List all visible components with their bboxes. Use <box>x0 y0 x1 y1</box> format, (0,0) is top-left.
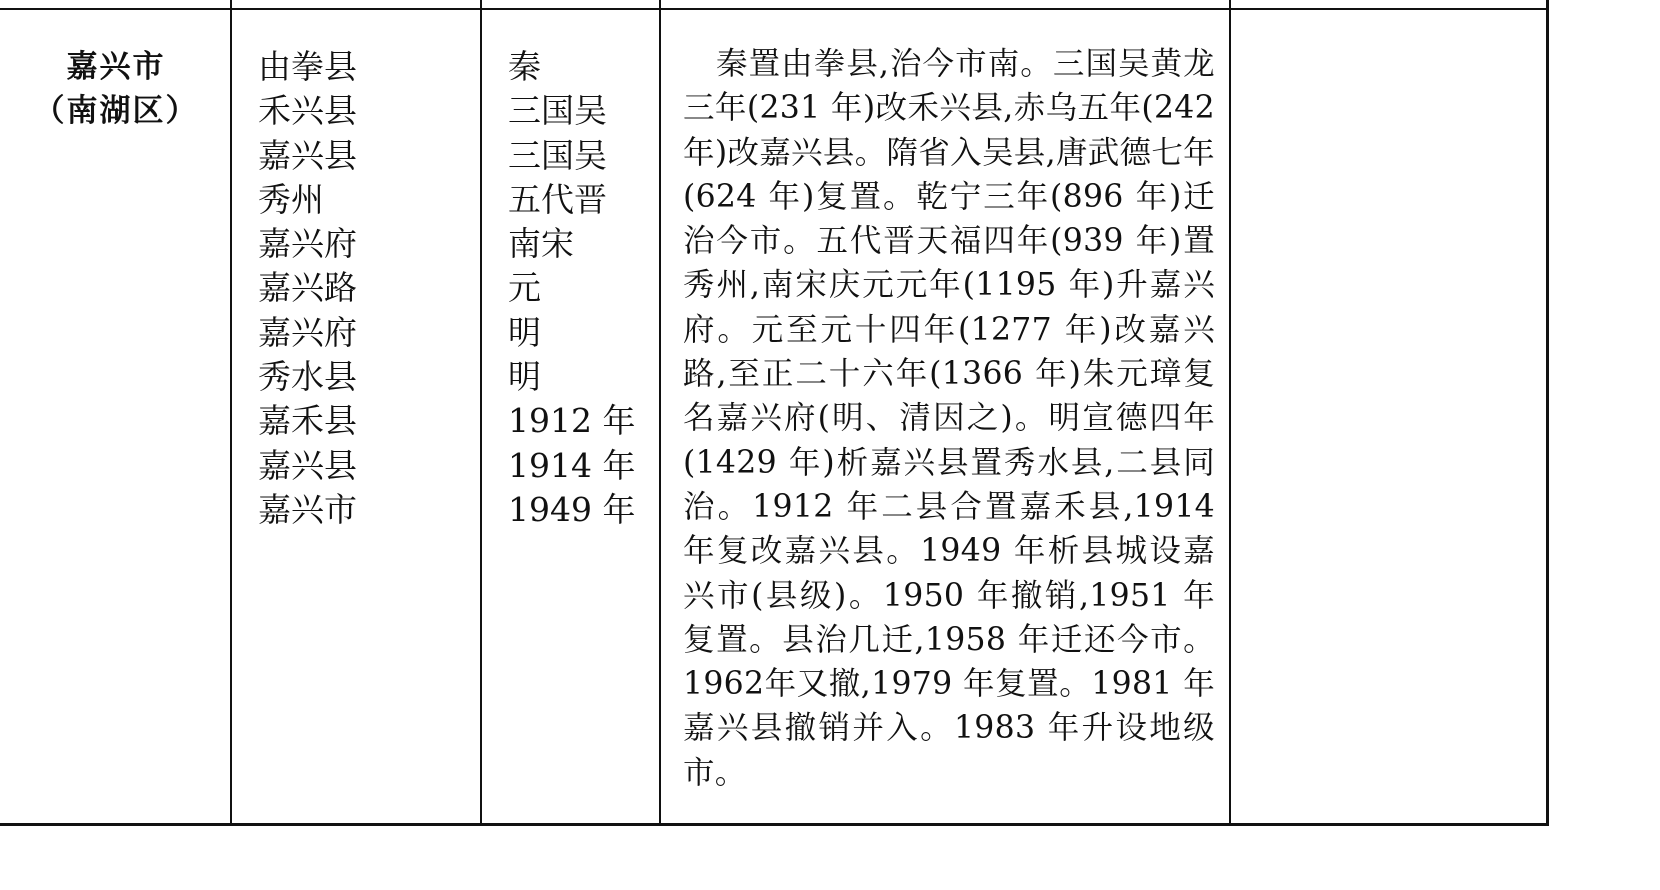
era: 秦 <box>508 47 541 86</box>
era: 明 <box>508 357 541 397</box>
history-description: 秦置由拳县,治今市南。三国吴黄龙三年(231 年)改禾兴县,赤乌五年(242 年)改嘉兴县。隋省入吴县,唐武德七年(624 年)复置。乾宁三年(896 年)迁治今市。五代晋天福四年(939 年)置秀州,南宋庆元元年(1195 年)升嘉兴府。元至元十四年(1277 年)改嘉兴路,至正二十六年(1366 年)朱元璋复名嘉兴府(明、清因之)。明宣德四年(1429 年)析嘉兴县置秀水县,二县同治。1912 年二县合置嘉禾县,1914 年复改嘉兴县。1949 年析县城设嘉兴市(县级)。1950 年撤销,1951 年复置。县治几迁,1958 年迁还今市。1962年又撤,1979 年复置。1981 年嘉兴县撤销并入。1983 年升设地级市。 <box>683 46 1215 791</box>
historical-name: 禾兴县 <box>258 91 357 131</box>
city-name: 嘉兴市 <box>66 49 166 85</box>
era: 元 <box>508 268 541 308</box>
column-divider-3 <box>659 0 661 826</box>
historical-name: 嘉兴路 <box>258 268 357 308</box>
column-divider-4 <box>1229 0 1231 826</box>
era: 三国吴 <box>508 91 607 131</box>
city-cell <box>0 45 232 133</box>
historical-name: 嘉兴县 <box>258 445 357 485</box>
city-district: （南湖区） <box>33 93 199 129</box>
era: 南宋 <box>508 224 574 264</box>
era: 1914 年 <box>508 445 636 485</box>
historical-name: 秀州 <box>258 179 324 219</box>
notes-cell <box>1232 10 1546 824</box>
era: 明 <box>508 312 541 352</box>
historical-name: 由拳县 <box>258 47 357 86</box>
eras-cell <box>508 45 653 532</box>
column-divider-2 <box>480 0 482 826</box>
historical-name: 嘉兴府 <box>258 224 357 264</box>
historical-name: 嘉兴市 <box>258 489 357 529</box>
historical-name: 嘉禾县 <box>258 401 357 441</box>
era: 1912 年 <box>508 401 636 441</box>
era: 五代晋 <box>508 179 607 219</box>
historical-name: 嘉兴县 <box>258 135 357 175</box>
historical-names-cell <box>258 45 468 532</box>
era: 1949 年 <box>508 489 636 529</box>
era: 三国吴 <box>508 135 607 175</box>
historical-name: 嘉兴府 <box>258 312 357 352</box>
historical-name: 秀水县 <box>258 357 357 397</box>
